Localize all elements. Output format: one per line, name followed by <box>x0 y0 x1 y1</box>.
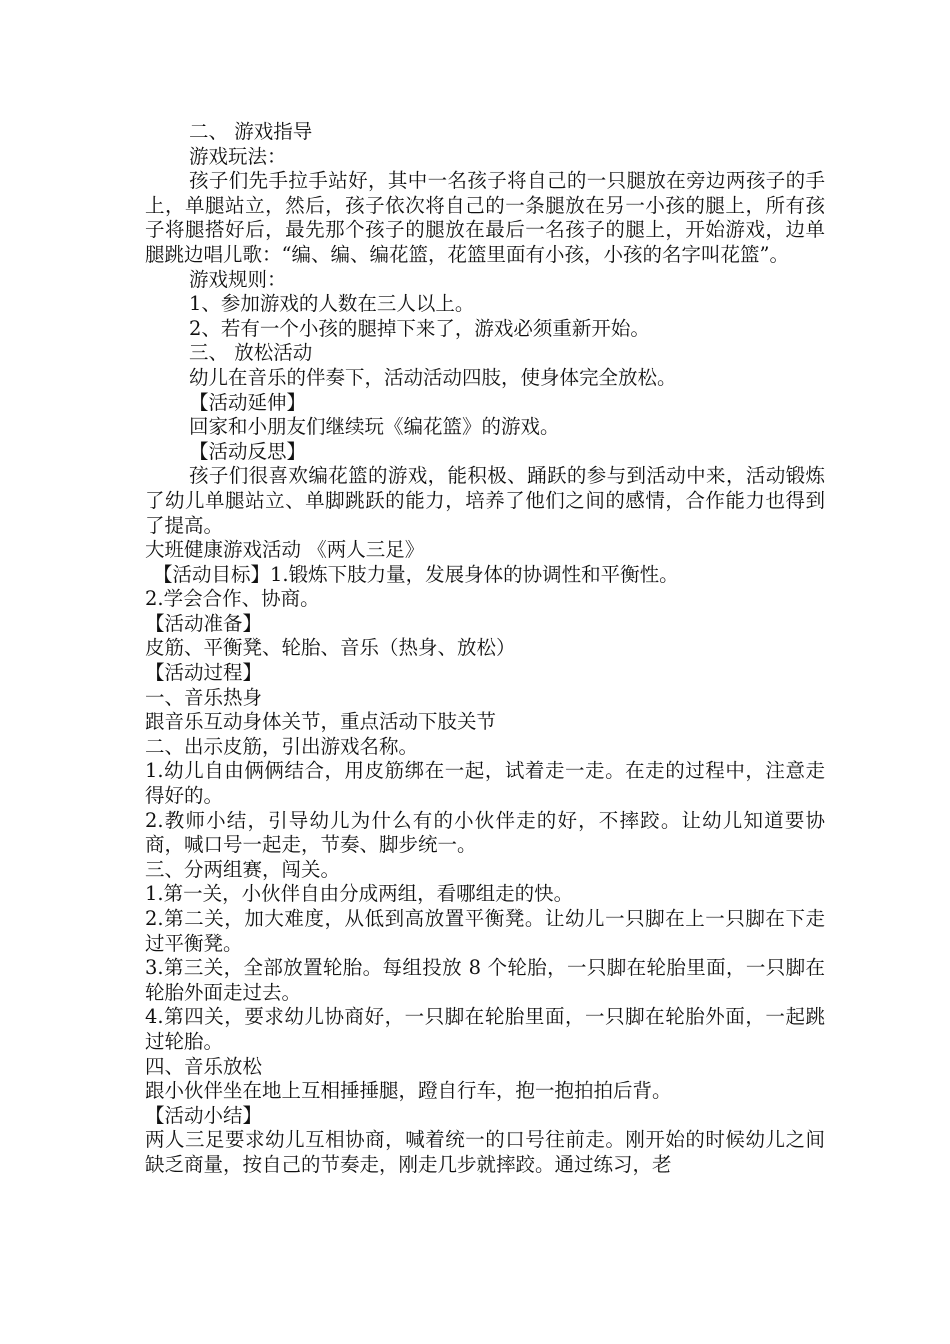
paragraph-how-to-play: 孩子们先手拉手站好，其中一名孩子将自己的一只腿放在旁边两孩子的手上，单腿站立，然后，孩子依次将自己的一条腿放在另一小孩的腿上，所有孩子将腿搭好后，最先那个孩子的腿放在最后一名孩子的腿上，开始游戏，边单腿跳边唱儿歌：“编、编、编花篮，花篮里面有小孩，小孩的名字叫花篮”。 <box>145 169 825 266</box>
paragraph-activity-reflection: 孩子们很喜欢编花篮的游戏，能积极、踊跃的参与到活动中来，活动锻炼了幼儿单腿站立、单脚跳跃的能力，培养了他们之间的感情，合作能力也得到了提高。 <box>145 464 825 537</box>
document-page <box>145 120 825 1178</box>
paragraph-relax: 幼儿在音乐的伴奏下，活动活动四肢，使身体完全放松。 <box>189 365 677 389</box>
heading-activity-summary: 【活动小结】 <box>145 1103 263 1127</box>
heading-activity-extension: 【活动延伸】 <box>189 390 307 414</box>
section-heading-relax: 三、 放松活动 <box>189 341 313 365</box>
rule-item-1: 1、参加游戏的人数在三人以上。 <box>189 292 475 316</box>
paragraph-level-1: 1.第一关，小伙伴自由分成两组，看哪组走的快。 <box>145 882 574 906</box>
step-heading-music-warmup: 一、音乐热身 <box>145 685 263 709</box>
paragraph-music-relax: 跟小伙伴坐在地上互相捶捶腿，蹬自行车，抱一抱拍拍后背。 <box>145 1079 672 1103</box>
paragraph-level-4: 4.第四关，要求幼儿协商好，一只脚在轮胎里面，一只脚在轮胎外面，一起跳过轮胎。 <box>145 1005 825 1053</box>
subheading-game-rules: 游戏规则： <box>189 267 287 291</box>
paragraph-level-2: 2.第二关，加大难度，从低到高放置平衡凳。让幼儿一只脚在上一只脚在下走过平衡凳。 <box>145 907 825 955</box>
heading-activity-reflection: 【活动反思】 <box>189 439 307 463</box>
paragraph-step-2-2: 2.教师小结，引导幼儿为什么有的小伙伴走的好，不摔跤。让幼儿知道要协商，喊口号一起走，节奏、脚步统一。 <box>145 808 825 857</box>
step-heading-music-relax: 四、音乐放松 <box>145 1054 263 1078</box>
paragraph-activity-summary: 两人三足要求幼儿互相协商，喊着统一的口号往前走。刚开始的时候幼儿之间缺乏商量，按自己的节奏走，刚走几步就摔跤。通过练习，老 <box>145 1128 825 1176</box>
title-two-person-three-legs: 大班健康游戏活动 《两人三足》 <box>145 538 425 562</box>
paragraph-level-3: 3.第三关，全部放置轮胎。每组投放 8 个轮胎，一只脚在轮胎里面，一只脚在轮胎外面走过去。 <box>145 956 825 1004</box>
section-heading-game-guide: 二、 游戏指导 <box>189 120 313 143</box>
goal-item-2: 2.学会合作、协商。 <box>145 587 320 611</box>
paragraph-activity-extension: 回家和小朋友们继续玩《编花篮》的游戏。 <box>189 415 560 439</box>
step-heading-group-race: 三、分两组赛，闯关。 <box>145 857 341 881</box>
step-heading-show-bands: 二、出示皮筋，引出游戏名称。 <box>145 734 419 758</box>
paragraph-music-warmup: 跟音乐互动身体关节，重点活动下肢关节 <box>145 710 497 734</box>
heading-activity-prep: 【活动准备】 <box>145 611 263 635</box>
subheading-how-to-play: 游戏玩法： <box>189 144 287 168</box>
heading-activity-goals: 【活动目标】1.锻炼下肢力量，发展身体的协调性和平衡性。 <box>153 562 679 586</box>
paragraph-step-2-1: 1.幼儿自由俩俩结合，用皮筋绑在一起，试着走一走。在走的过程中，注意走得好的。 <box>145 759 825 808</box>
rule-item-2: 2、若有一个小孩的腿掉下来了，游戏必须重新开始。 <box>189 316 650 340</box>
heading-activity-process: 【活动过程】 <box>145 661 263 685</box>
paragraph-activity-prep: 皮筋、平衡凳、轮胎、音乐（热身、放松） <box>145 636 516 660</box>
